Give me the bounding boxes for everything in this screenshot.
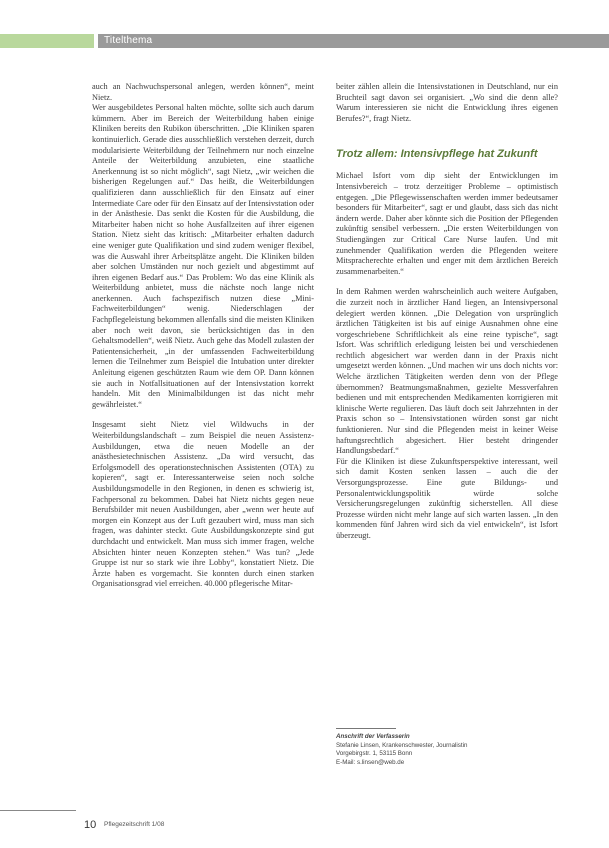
author-info: [336, 728, 558, 767]
right-paragraph-1: beiter zählen allein die Intensivstationen in Deutschland, nur ein Bruchteil sagt davon sei organisiert. „Wo sind die denn alle? Warum interessieren sie nicht die Entwicklung ihres eigenen Berufes?“, fragt Nietz.: [336, 82, 558, 123]
right-paragraph-4: Für die Kliniken ist diese Zukunftsperspektive interessant, weil sich damit Kosten senken lassen – auch die der Versorgungsprozesse. Eine gute Bildungs- und Personalentwicklungspolitik würde solche Versicherungsregelungen zukünftig sicherstellen. All diese Prozesse würden nicht mehr lange auf sich warten lassen. „In den kommenden fünf Jahren wird sich da viel entwickeln“, ist Isfort überzeugt.: [336, 456, 558, 540]
right-paragraph-2: Michael Isfort vom dip sieht der Entwicklungen im Intensivbereich – trotz derzeitiger Probleme – optimistisch entgegen. „Die Pflegewissenschaften werden immer bedeutsamer besonders für Mitarbeiter“, sagt er und glaubt, dass sich das nicht ändern werde. Daher aber könnte sich die Position der Pflegenden zukünftig sensibel verbessern. „Die ersten Weiterbildungen von Studiengängen zur Critical Care Nurse laufen. Und mit zunehmender Qualifikation werden die Pflegenden weitere Mitspracherechte erhalten und enger mit dem ärztlichen Bereich zusammenarbeiten.“: [336, 171, 558, 276]
section-header: [0, 34, 609, 50]
author-email: E-Mail: s.linsen@web.de: [336, 758, 405, 766]
author-name: Stefanie Linsen, Krankenschwester, Journalistin: [336, 741, 468, 749]
author-label: Anschrift der Verfasserin: [336, 733, 410, 740]
right-paragraph-3: In dem Rahmen werden wahrscheinlich auch weitere Aufgaben, die zurzeit noch in ärztlicher Hand liegen, an Intensivpersonal delegiert werden können. „Die Delegation von ursprünglich ärztlichen Tätigkeiten ist bis auf einige Ausnahmen ohne eine vorgeschriebene Schriftlichkeit als eine reine typische“, sagt Isfort. Was schriftlich erledigung leisten bei und verschiedenen rechtlich abgesichert war werden dann in der Praxis nicht umgesetzt werden können. „Und machen wir uns doch nichts vor: Welche ärztlichen Tätigkeiten werden denn von der Pflege übernommen? Beatmungsmaßnahmen, gezielte Messverfahren bedienen und mit entsprechenden Medikamenten korrigieren mit klinische Werte regulieren. Das läuft doch seit Jahrzehnten in der Praxis schon so – Intensivstationen würden sonst gar nicht funktionieren. Nur sind die Pflegenden meist in keiner Weise haftungsrechtlich abgesichert. Hier besteht dringender Handlungsbedarf.“: [336, 287, 558, 456]
left-paragraph-3: Insgesamt sieht Nietz viel Wildwuchs in der Weiterbildungslandschaft – zum Beispiel die neuen Assistenz-Ausbildungen, etwa die neuen Modelle an der anästhesietechnischen Assistenz. „Da wird versucht, das Erfolgsmodell des operationstechnischen Assistenten (OTA) zu kopieren“, sagt er. Interessanterweise seien noch solche Ausbildungsmodelle in den Regionen, in denen es schwierig ist, Fachpersonal zu bekommen. Dabei hat Nietz nichts gegen neue Berufsbilder mit neuen Ausbildungen, aber „wenn wer heute auf morgen ein Konzept aus der Luft gezaubert wird, muss man sich fragen, was dahinter steckt. Gute Ausbildungskonzepte sind gut durchdacht und entwickelt. Man muss sich immer fragen, welche Absichten hinter neuen Konzepten stehen.“ Was tun? „Jede Gruppe ist nur so stark wie ihre Lobby“, konstatiert Nietz. Die Ärzte haben es vorgemacht. Sie konnten durch einen starken Organisationsgrad viel erreichen. 40.000 pflegerische Mitar-: [92, 420, 314, 589]
left-column: [92, 82, 314, 590]
author-divider: [336, 728, 396, 729]
section-title: Titelthema: [104, 35, 153, 46]
header-accent-block: [0, 34, 94, 48]
right-column: [336, 82, 558, 542]
header-band: [98, 34, 609, 48]
magazine-name: Pflegezeitschrift 1/08: [104, 821, 165, 828]
subheading: Trotz allem: Intensivpflege hat Zukunft: [336, 148, 538, 161]
left-paragraph-2: Wer ausgebildetes Personal halten möchte, sollte sich auch darum kümmern. Aber im Bereich der Weiterbildung haben einige Kliniken bereits den Rubikon überschritten. „Die Kliniken sparen kontinuierlich. Gerade dies ausschließlich verstehen derzeit, durch modularisierte Weiterbildung der Teilnehmern nur noch einzelne Anteile der Weiterbildung anzubieten, eine staatliche Anerkennung ist so nicht möglich“, sagt Nietz, „wir weichen die bisherigen Regelungen auf.“ Das heißt, die Weiterbildungen qualifizieren dann ausschließlich für den Einsatz auf einer Intermediate Care oder für den Einsatz auf der Intensivstation oder in der Anästhesie. Das senkt die Kosten für die Ausbildung, die Mitarbeiter haben nicht so hohe Ausfallzeiten auf ihrer eigenen Station. Nietz sieht das kritisch: „Mitarbeiter erhalten dadurch eine weniger gute Qualifikation und sind zudem weniger flexibel, was die Auswahl ihrer Arbeitsplätze angeht. Die Kliniken bilden aber solchen Umständen nur noch gezielt und abgestimmt auf ihren eigenen Bedarf aus.“ Das Problem: Wo das eine Klinik als Weiterbildung anbietet, muss die nächste noch lange nicht anerkennen. Auch fachspezifisch nutzen diese „Mini-Fachweiterbildungen“ wenig. Niederschlagen der Fachpflegeleistung bekommen allenfalls sind die meisten Kliniken aber noch weit davon, sie berücksichtigen das in den Gehaltsmodellen“, weiß Nietz. Auch gehe das Modell zulasten der Patientensicherheit, „in der umfassenden Fachweiterbildung lernen die Teilnehmer zum Beispiel die Intubation unter direkter Anleitung eigenen geschützten Raum wie dem OP. Dann können sie auch in Notfallsituationen auf der Intensivstation korrekt handeln. Mit den Minimalbildungen ist das nicht mehr gewährleistet.“: [92, 103, 314, 409]
left-paragraph-1: auch an Nachwuchspersonal anlegen, werden können“, meint Nietz.: [92, 82, 314, 102]
author-address: Vorgebirgstr. 1, 53115 Bonn: [336, 750, 413, 758]
footer-divider: [0, 810, 76, 811]
page-number: 10: [84, 819, 97, 831]
